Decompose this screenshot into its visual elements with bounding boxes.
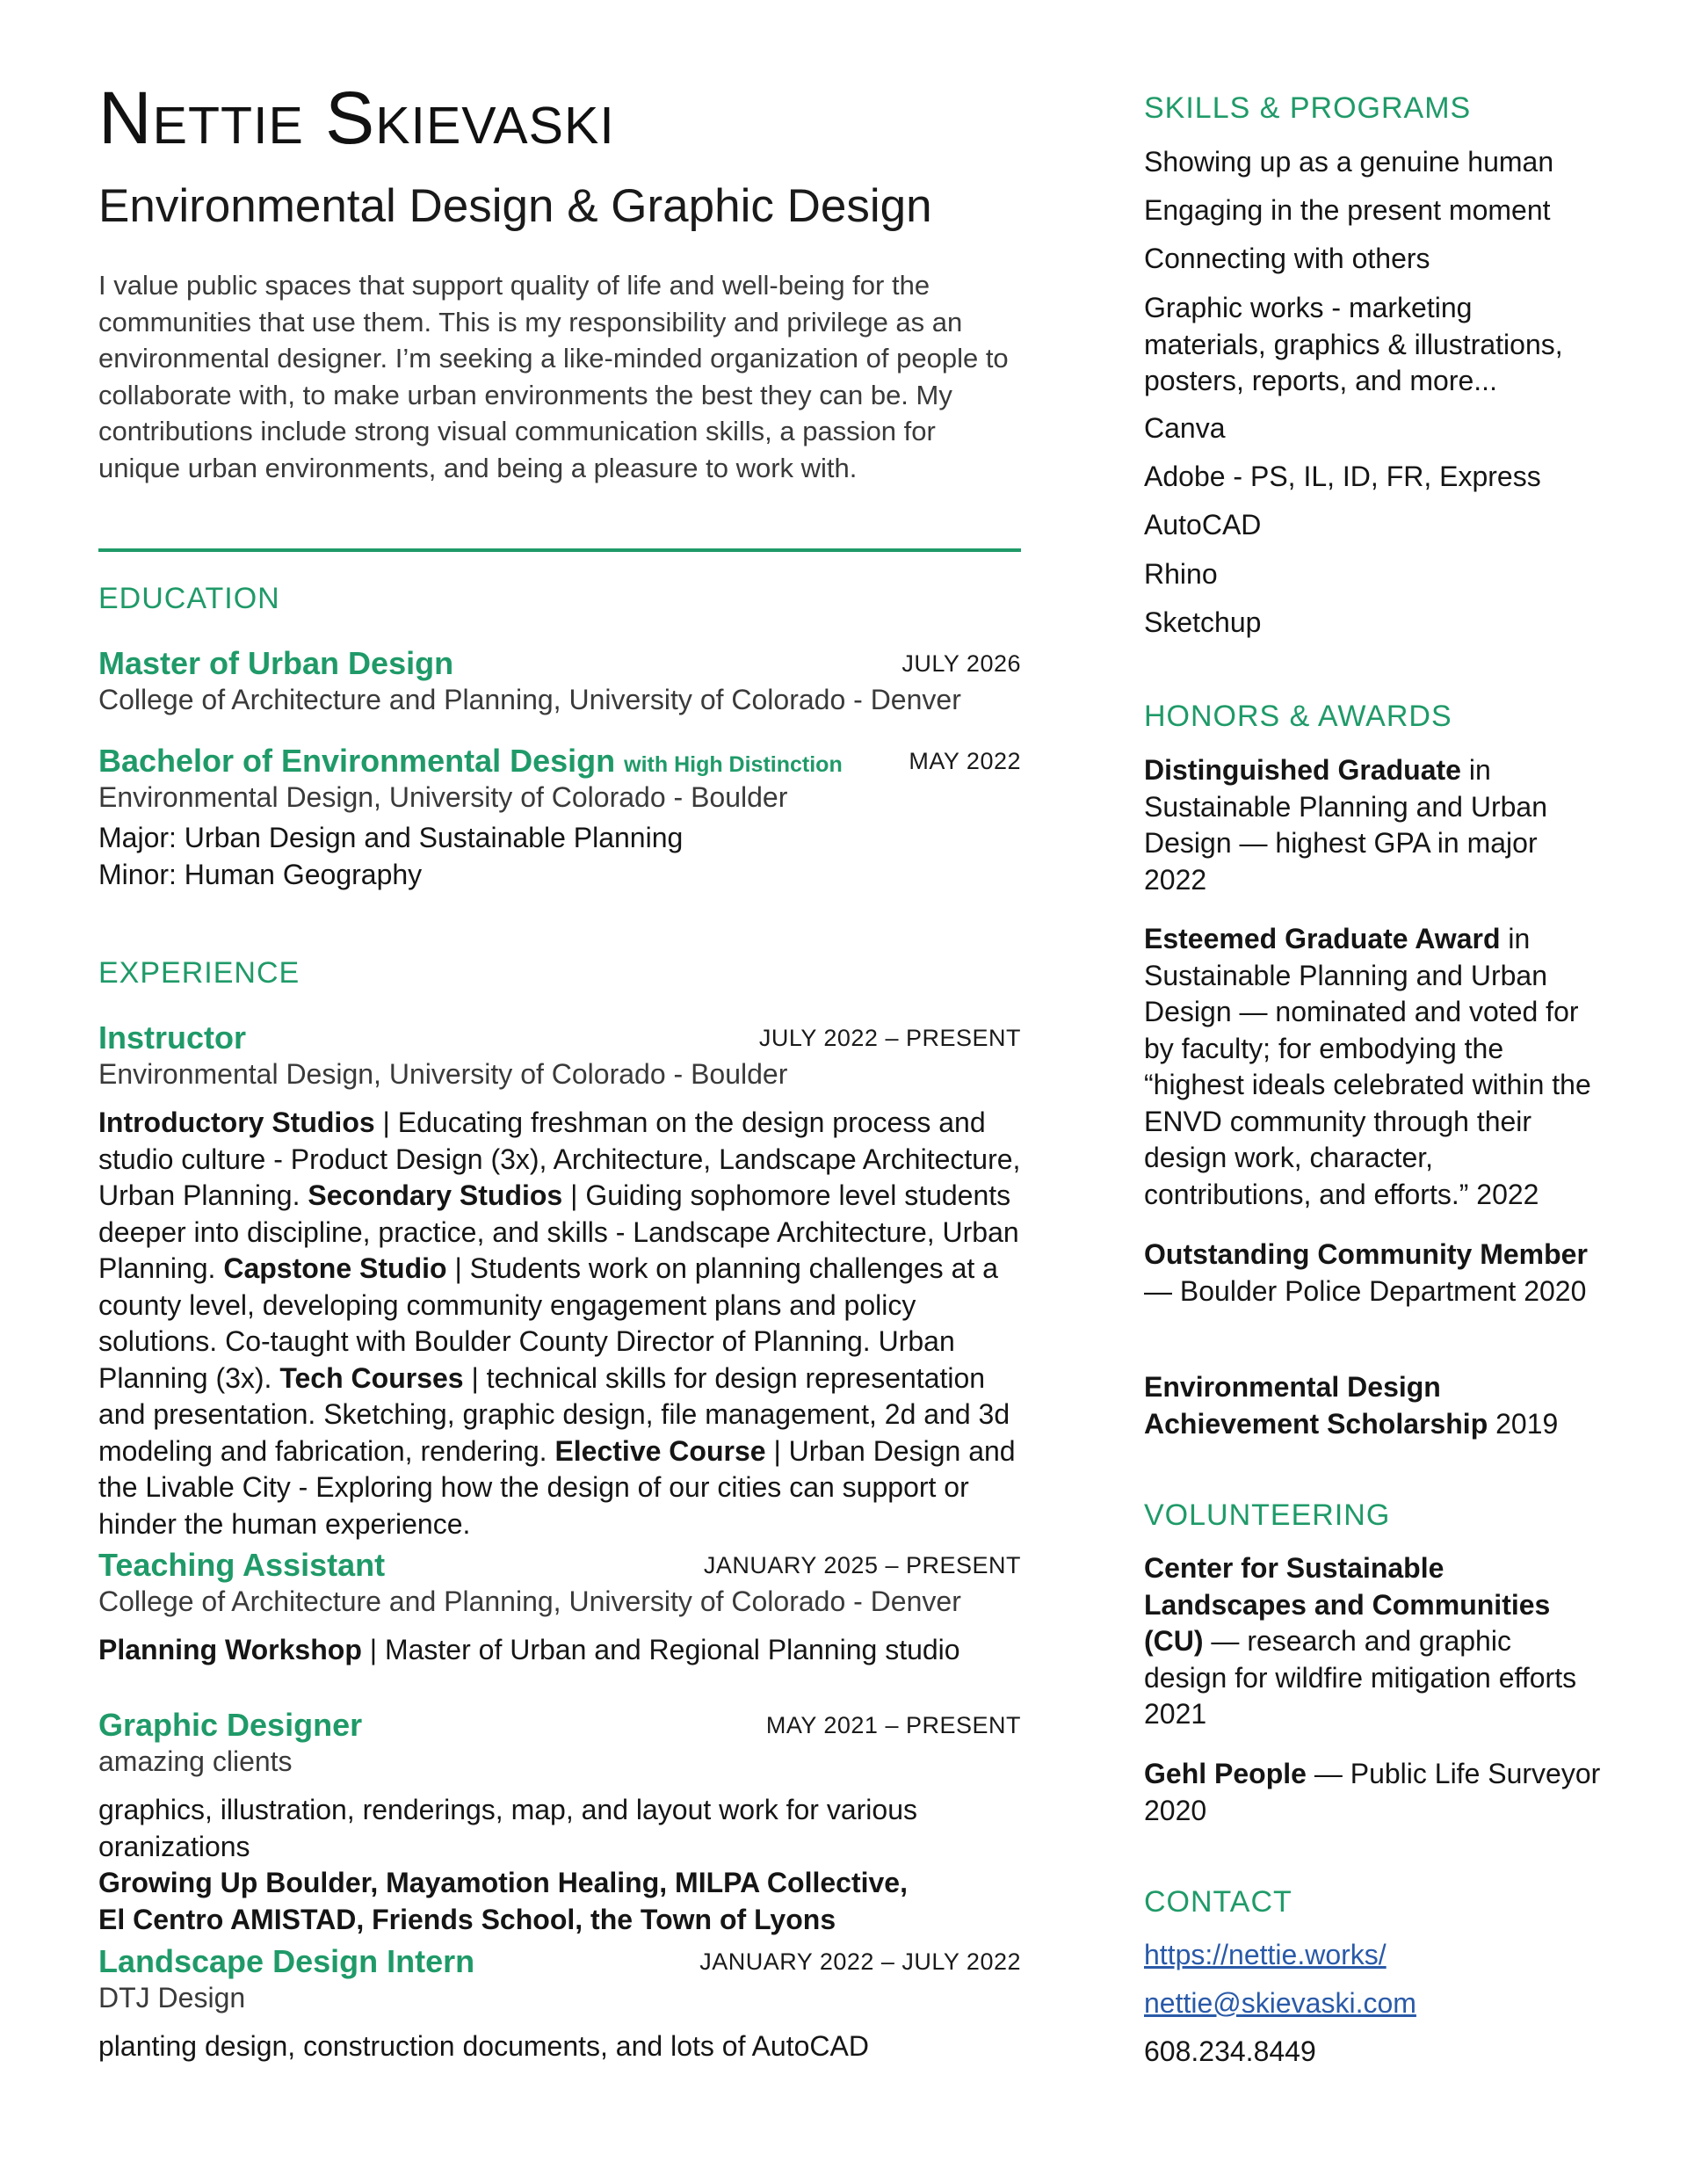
website-link[interactable]: https://nettie.works/ [1144, 1939, 1387, 1970]
intro-paragraph: I value public spaces that support quality of life and well-being for the communities that use them. This is my responsibility and privilege as an environmental designer. I’m seeking a like-minded organization of people to collaborate with, to make urban environments the best they can be. My contributions include strong visual communication skills, a passion for unique urban environments, and being a pleasure to work with. [98, 270, 1009, 483]
entry-org: College of Architecture and Planning, University of Colorado - Denver [98, 684, 961, 716]
job-description [98, 1632, 1021, 1669]
volunteer-item [1144, 1550, 1601, 1733]
experience-entry-instructor [98, 1019, 1021, 1542]
client-list: Growing Up Boulder, Mayamotion Healing, MILPA Collective, [98, 1867, 908, 1899]
entry-date: JANUARY 2022 – JULY 2022 [699, 1948, 1021, 1975]
award-detail: 2019 [1488, 1407, 1559, 1440]
education-entry-bachelor [98, 743, 1021, 893]
course-text: | Guiding sophomore level students deeper into discipline, practice, and skills - Landscape Architecture, Urban Planning. [98, 1179, 1019, 1285]
experience-entry-graphic [98, 1707, 1021, 1938]
email-link[interactable]: nettie@skievaski.com [1144, 1987, 1416, 2019]
skill-item: Graphic works - marketing materials, graphics & illustrations, posters, reports, and more... [1144, 292, 1563, 396]
section-divider [98, 548, 1021, 552]
job-title: Teaching Assistant [98, 1547, 386, 1583]
course-text: | Master of Urban and Regional Planning studio [361, 1634, 960, 1666]
job-title: Instructor [98, 1019, 247, 1056]
entry-date: JULY 2022 – PRESENT [758, 1025, 1021, 1051]
entry-date: JULY 2026 [901, 650, 1021, 677]
skill-item: Sketchup [1144, 606, 1262, 638]
skills-heading: SKILLS & PROGRAMS [1144, 91, 1472, 125]
course-name: Planning Workshop [98, 1634, 362, 1666]
award-item [1144, 752, 1601, 898]
course-name: Secondary Studios [308, 1179, 563, 1212]
award-item [1144, 1369, 1601, 1442]
resume-name: Nettie Skievaski [98, 76, 615, 159]
award-detail: in Sustainable Planning and Urban Design — nominated and voted for by faculty; for embodying the “highest ideals celebrated within the ENVD community through their design work, character, contributions, and efforts.” 2022 [1144, 923, 1591, 1210]
skill-item: Showing up as a genuine human [1144, 146, 1554, 178]
course-text: | Urban Design and the Livable City - Exploring how the design of our cities can support or hinder the human experience. [98, 1434, 1016, 1540]
course-text: | technical skills for design representation and presentation. Sketching, graphic design, file management, 2d and 3d modeling and fabrication, rendering. [98, 1361, 1010, 1467]
job-description [98, 1792, 1021, 1938]
award-item [1144, 1237, 1601, 1310]
degree-name: Bachelor of Environmental Design [98, 743, 616, 779]
job-title: Landscape Design Intern [98, 1943, 475, 1979]
volunteering-heading: VOLUNTEERING [1144, 1498, 1391, 1532]
skill-item: Engaging in the present moment [1144, 194, 1551, 226]
award-item [1144, 921, 1601, 1213]
skill-item: Adobe - PS, IL, ID, FR, Express [1144, 461, 1541, 492]
award-name: Outstanding Community Member [1144, 1238, 1588, 1270]
entry-date: MAY 2022 [909, 748, 1021, 774]
degree-major: Major: Urban Design and Sustainable Planning [98, 822, 684, 854]
entry-org: Environmental Design, University of Colorado - Boulder [98, 781, 788, 814]
experience-entry-ta [98, 1547, 1021, 1669]
course-name: Elective Course [554, 1434, 766, 1467]
award-name: Esteemed Graduate Award [1144, 923, 1501, 954]
phone-number: 608.234.8449 [1144, 2035, 1316, 2067]
volunteer-detail: — research and graphic design for wildfire mitigation efforts 2021 [1144, 1625, 1577, 1730]
entry-org: Environmental Design, University of Colorado - Boulder [98, 1058, 788, 1091]
volunteer-detail: — Public Life Surveyor 2020 [1144, 1758, 1601, 1826]
entry-date: JANUARY 2025 – PRESENT [703, 1552, 1021, 1578]
award-name: Environmental Design Achievement Scholarship [1144, 1371, 1488, 1440]
award-detail: — Boulder Police Department 2020 [1144, 1274, 1587, 1307]
degree-minor: Minor: Human Geography [98, 859, 423, 891]
degree-distinction: with High Distinction [624, 752, 843, 777]
resume-subtitle: Environmental Design & Graphic Design [98, 180, 932, 232]
degree-title [98, 743, 1021, 779]
volunteer-org: Center for Sustainable Landscapes and Communities (CU) [1144, 1552, 1551, 1657]
volunteer-org: Gehl People [1144, 1758, 1307, 1789]
entry-date: MAY 2021 – PRESENT [765, 1712, 1021, 1738]
course-name: Introductory Studios [98, 1107, 375, 1139]
entry-org: amazing clients [98, 1745, 293, 1778]
main-column [98, 76, 1021, 486]
course-text: | Educating freshman on the design process and studio culture - Product Design (3x), Architecture, Landscape Architecture, Urban Planning. [98, 1107, 1021, 1212]
skill-item: Canva [1144, 412, 1226, 444]
job-title: Graphic Designer [98, 1707, 363, 1743]
course-text: | Students work on planning challenges at a county level, developing community engagement plans and policy solutions. Co-taught with Boulder County Director of Planning. Urban Planning (3x). [98, 1252, 998, 1394]
award-detail: in Sustainable Planning and Urban Design — highest GPA in major 2022 [1144, 754, 1547, 896]
client-list: El Centro AMISTAD, Friends School, the Town of Lyons [98, 1903, 836, 1935]
job-description [98, 1105, 1021, 1542]
education-heading: EDUCATION [98, 582, 280, 615]
skill-item: Rhino [1144, 558, 1218, 590]
experience-entry-intern [98, 1943, 1021, 2065]
job-description: planting design, construction documents, and lots of AutoCAD [98, 2030, 869, 2063]
degree-title: Master of Urban Design [98, 645, 454, 681]
experience-heading: EXPERIENCE [98, 956, 300, 990]
award-name: Distinguished Graduate [1144, 754, 1461, 786]
job-summary: graphics, illustration, renderings, map, and layout work for various oranizations [98, 1794, 917, 1862]
course-name: Capstone Studio [223, 1252, 447, 1285]
course-name: Tech Courses [279, 1361, 464, 1394]
volunteer-item [1144, 1756, 1601, 1829]
entry-org: DTJ Design [98, 1982, 246, 2014]
skill-item: AutoCAD [1144, 509, 1262, 541]
entry-org: College of Architecture and Planning, University of Colorado - Denver [98, 1585, 961, 1618]
contact-heading: CONTACT [1144, 1885, 1292, 1919]
education-entry-master [98, 645, 1021, 718]
skill-item: Connecting with others [1144, 243, 1430, 274]
honors-heading: HONORS & AWARDS [1144, 700, 1452, 733]
